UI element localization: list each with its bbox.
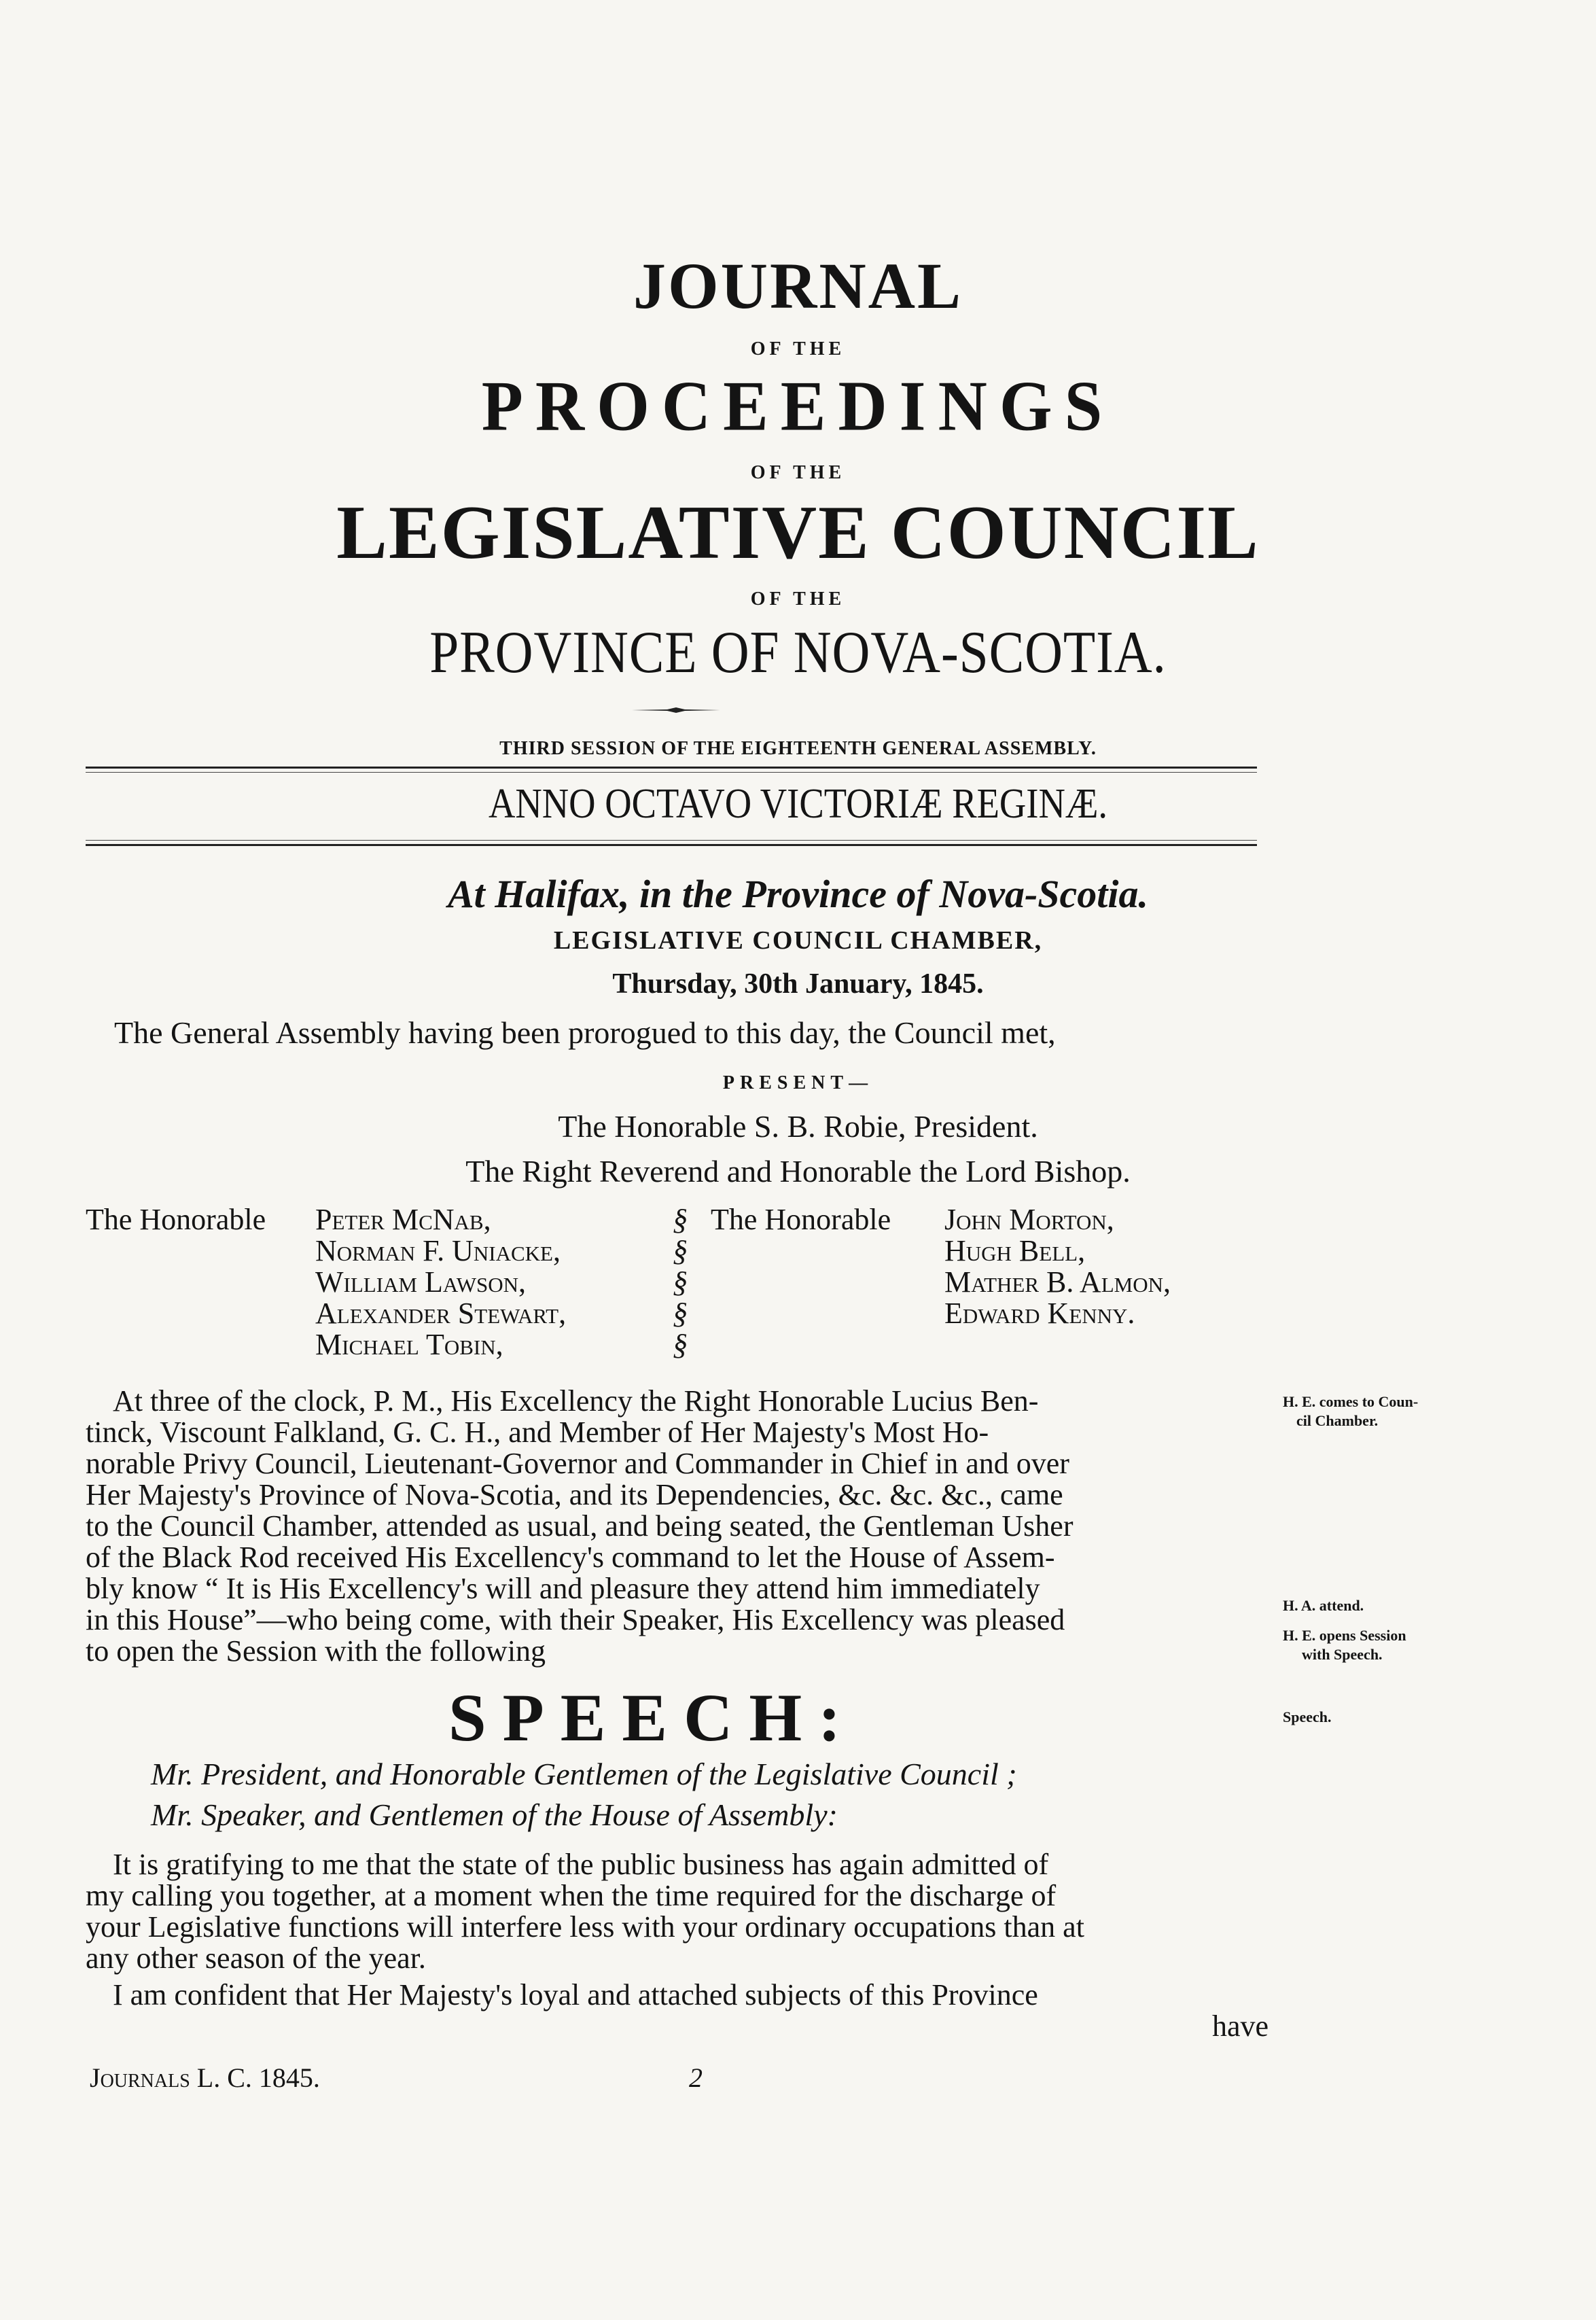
meeting-intro: The General Assembly having been prorogued to this day, the Council met, xyxy=(114,1015,1056,1050)
paragraph-line: Her Majesty's Province of Nova-Scotia, and its Dependencies, &c. &c. &c., came xyxy=(86,1478,1063,1511)
rule-top-1 xyxy=(86,767,1257,769)
paragraph-line: to the Council Chamber, attended as usual, and being seated, the Gentleman Usher xyxy=(86,1509,1074,1543)
page-number: 2 xyxy=(689,2062,703,2093)
address-assembly: Mr. Speaker, and Gentlemen of the House of Assembly: xyxy=(151,1797,838,1832)
catchword: have xyxy=(1212,2009,1269,2043)
speech-line: any other season of the year. xyxy=(86,1941,426,1975)
section-mark: § xyxy=(673,1234,688,1267)
session-line: THIRD SESSION OF THE EIGHTEENTH GENERAL ASSEMBLY. xyxy=(499,738,1097,759)
meeting-date: Thursday, 30th January, 1845. xyxy=(612,968,984,1000)
member-name: Alexander Stewart, xyxy=(315,1297,567,1330)
section-mark: § xyxy=(673,1265,688,1299)
member-name: Norman F. Uniacke, xyxy=(315,1234,561,1267)
member-name: William Lawson, xyxy=(315,1265,527,1299)
title-ornament xyxy=(632,704,720,709)
paragraph-line: At three of the clock, P. M., His Excellency the Right Honorable Lucius Ben- xyxy=(113,1384,1039,1418)
address-council: Mr. President, and Honorable Gentlemen of the Legislative Council ; xyxy=(151,1757,1017,1791)
member-name: Michael Tobin, xyxy=(315,1328,503,1361)
margin-note-3a: H. E. opens Session xyxy=(1283,1627,1406,1644)
meeting-chamber: LEGISLATIVE COUNCIL CHAMBER, xyxy=(553,926,1043,955)
member-name: Hugh Bell, xyxy=(944,1234,1086,1267)
member-name: John Morton, xyxy=(944,1203,1114,1236)
margin-note-2: H. A. attend. xyxy=(1283,1597,1364,1614)
rule-top-2 xyxy=(86,772,1257,773)
section-mark: § xyxy=(673,1328,688,1361)
paragraph-line: norable Privy Council, Lieutenant-Governor and Commander in Chief in and over xyxy=(86,1447,1069,1480)
margin-note-1b: cil Chamber. xyxy=(1296,1412,1379,1429)
president-line: The Honorable S. B. Robie, President. xyxy=(558,1109,1038,1144)
rule-bottom-1 xyxy=(86,840,1257,841)
of-the-3: OF THE xyxy=(750,588,846,610)
section-mark: § xyxy=(673,1203,688,1236)
member-name: Edward Kenny. xyxy=(944,1297,1135,1330)
paragraph-line: in this House”—who being come, with their Speaker, His Excellency was pleased xyxy=(86,1603,1065,1636)
meeting-place: At Halifax, in the Province of Nova-Scotia. xyxy=(447,872,1149,916)
left-prefix: The Honorable xyxy=(86,1203,266,1236)
section-mark: § xyxy=(673,1297,688,1330)
member-name: Peter McNab, xyxy=(315,1203,491,1236)
paragraph-line: tinck, Viscount Falkland, G. C. H., and Member of Her Majesty's Most Ho- xyxy=(86,1416,989,1449)
speech-line: I am confident that Her Majesty's loyal and attached subjects of this Province xyxy=(113,1978,1038,2011)
of-the-2: OF THE xyxy=(750,462,846,483)
rule-bottom-2 xyxy=(86,844,1257,846)
title-legislative-council: LEGISLATIVE COUNCIL xyxy=(336,491,1260,575)
speech-line: my calling you together, at a moment when the time required for the discharge of xyxy=(86,1879,1057,1912)
paragraph-line: bly know “ It is His Excellency's will and pleasure they attend him immediately xyxy=(86,1572,1040,1605)
paragraph-line: to open the Session with the following xyxy=(86,1634,546,1668)
footer-journal: Journals L. C. 1845. xyxy=(90,2062,320,2093)
margin-note-3b: with Speech. xyxy=(1302,1646,1383,1663)
present-label: PRESENT— xyxy=(722,1072,874,1093)
speech-line: It is gratifying to me that the state of the public business has again admitted of xyxy=(113,1848,1049,1881)
speech-line: your Legislative functions will interfere less with your ordinary occupations than at xyxy=(86,1910,1084,1944)
of-the-1: OF THE xyxy=(750,338,846,359)
speech-heading: SPEECH: xyxy=(448,1680,857,1755)
margin-note-4: Speech. xyxy=(1283,1708,1332,1725)
title-journal: JOURNAL xyxy=(633,249,963,322)
paragraph-line: of the Black Rod received His Excellency's command to let the House of Assem- xyxy=(86,1541,1055,1574)
right-prefix: The Honorable xyxy=(711,1203,891,1236)
margin-note-1a: H. E. comes to Coun- xyxy=(1283,1393,1419,1410)
title-province: PROVINCE OF NOVA-SCOTIA. xyxy=(429,620,1167,686)
anno-line: ANNO OCTAVO VICTORIÆ REGINÆ. xyxy=(488,781,1108,827)
bishop-line: The Right Reverend and Honorable the Lord Bishop. xyxy=(465,1154,1131,1189)
member-name: Mather B. Almon, xyxy=(944,1265,1171,1299)
title-proceedings: PROCEEDINGS xyxy=(481,366,1115,446)
